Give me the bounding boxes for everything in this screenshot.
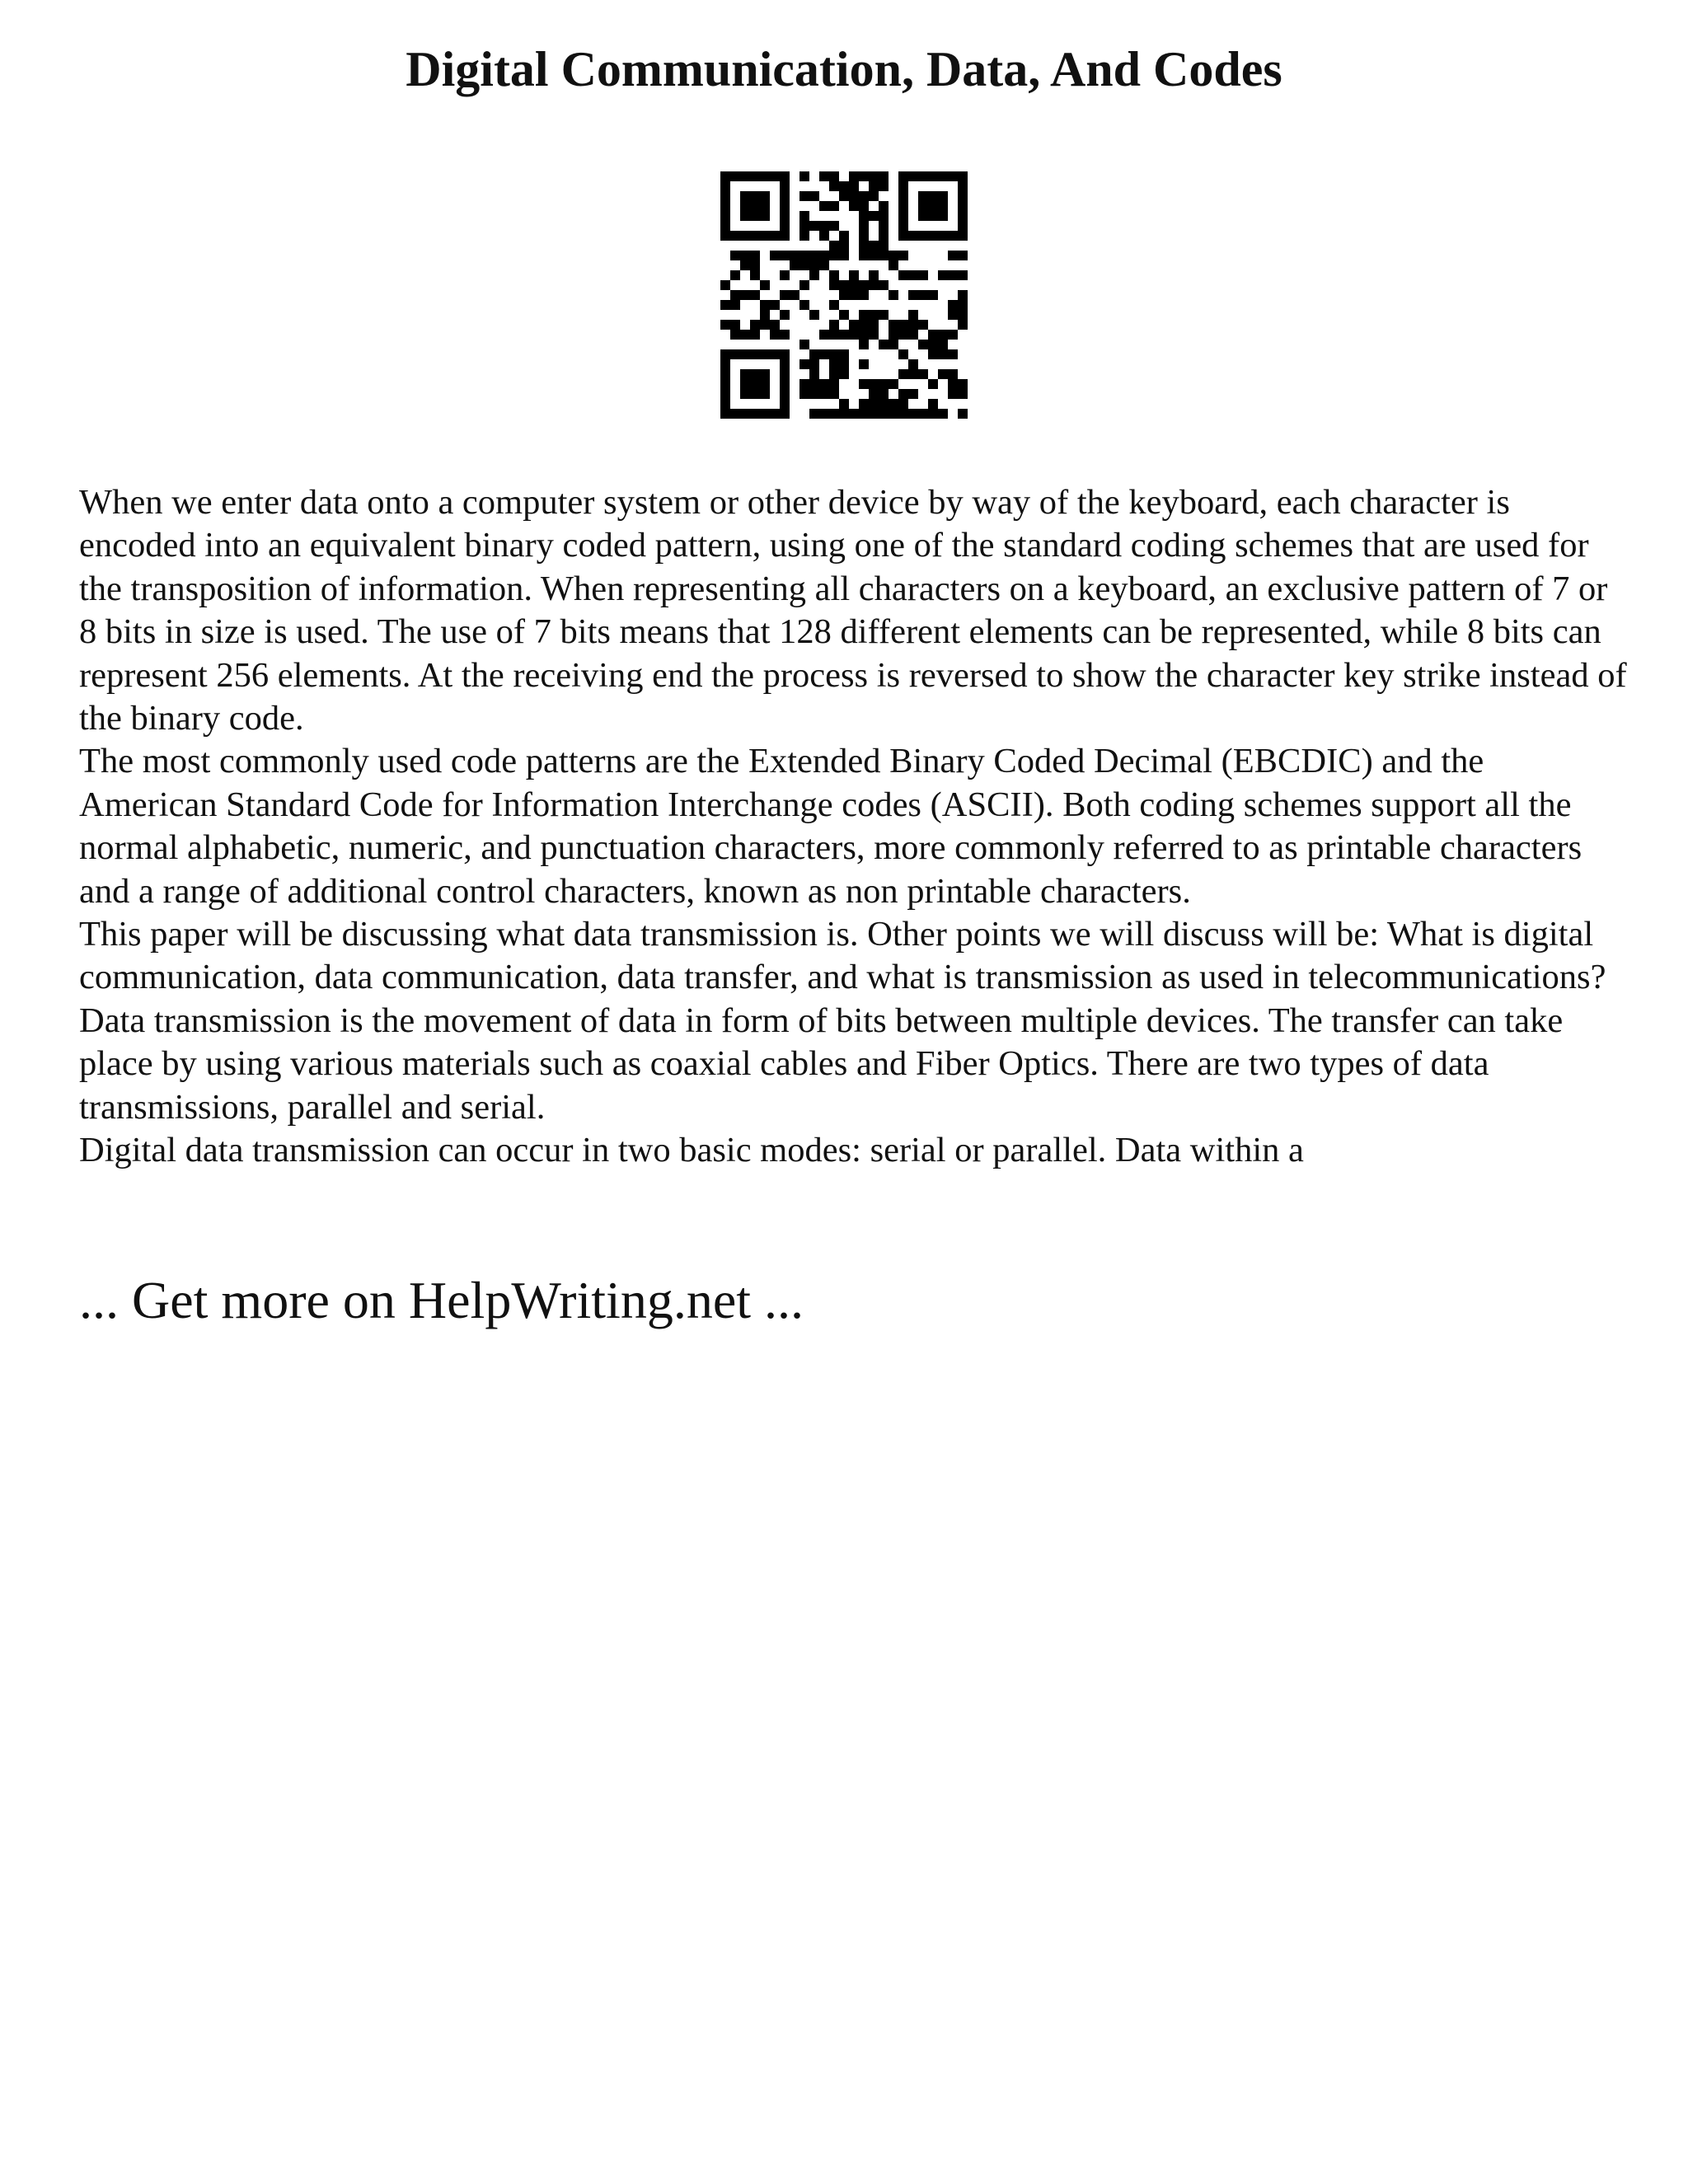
document-title: Digital Communication, Data, And Codes [406,42,1282,96]
qr-code-graphic [720,171,968,419]
get-more-link[interactable]: ... Get more on HelpWriting.net ... [79,1271,804,1329]
qr-code-icon [720,171,968,419]
body-paragraph-1: When we enter data onto a computer system or other device by way of the keyboard, each character is encoded into an equivalent binary coded pattern, using one of the standard coding schemes that are used for the transposition of information. When representing all characters on a keyboard, an exclusive pattern of 7 or 8 bits in size is used. The use of 7 bits means that 128 different elements can be represented, while 8 bits can represent 256 elements. At the receiving end the process is reversed to show the character key strike instead of the binary code. [79,483,1627,738]
document-body [79,481,1629,1173]
body-paragraph-4: Data transmission is the movement of data in form of bits between multiple devices. The transfer can take place by using various materials such as coaxial cables and Fiber Optics. There are two types of data transmissions, parallel and serial. [79,1001,1564,1127]
body-paragraph-2: The most commonly used code patterns are the Extended Binary Coded Decimal (EBCDIC) and the American Standard Code for Information Interchange codes (ASCII). Both coding schemes support all the normal alphabetic, numeric, and punctuation characters, more commonly referred to as printable characters and a range of additional control characters, known as non printable characters. [79,742,1582,911]
body-paragraph-5: Digital data transmission can occur in two basic modes: serial or parallel. Data within a [79,1131,1304,1170]
body-paragraph-3: This paper will be discussing what data transmission is. Other points we will discuss will be: What is digital communication, data communication, data transfer, and what is transmission as used in telecommunications? [79,915,1606,997]
